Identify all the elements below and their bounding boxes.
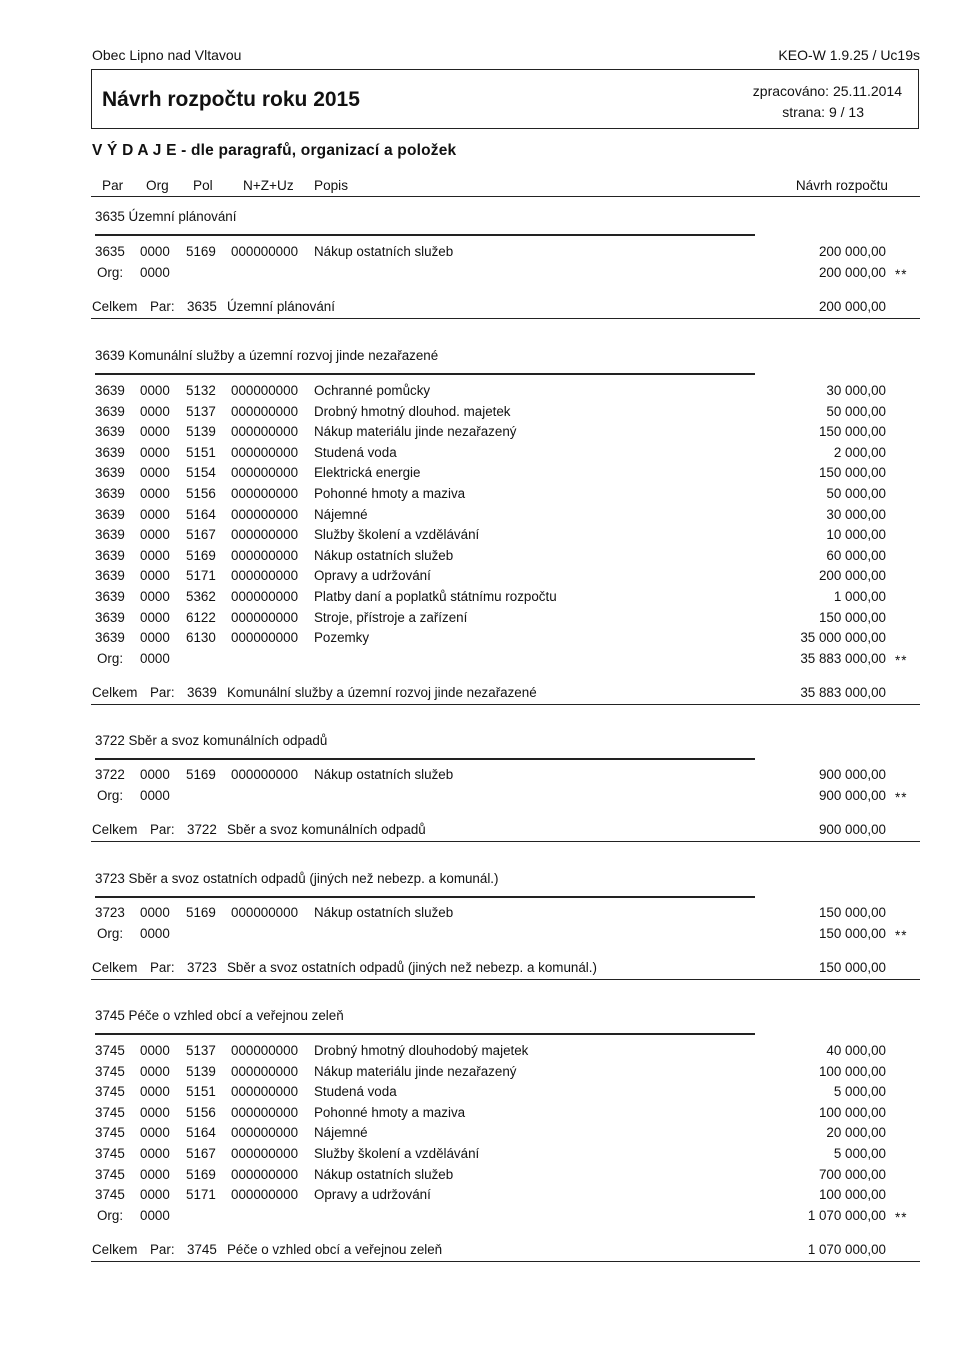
section-total-rule	[91, 841, 920, 842]
row-description: Pohonné hmoty a maziva	[314, 1104, 466, 1120]
row-org: 0000	[140, 568, 170, 584]
municipality-name: Obec Lipno nad Vltavou	[92, 47, 242, 63]
row-description: Nákup ostatních služeb	[314, 767, 454, 782]
row-amount: 30 000,00	[826, 506, 886, 522]
row-par: 3639	[95, 403, 125, 419]
section-name: Sběr a svoz komunálních odpadů	[128, 733, 328, 748]
org-label: Org:	[97, 264, 124, 280]
row-description: Studená voda	[314, 444, 397, 460]
row-nzu: 000000000	[231, 609, 299, 625]
row-nzu: 000000000	[231, 244, 299, 259]
subtotal-marker: **	[895, 652, 908, 668]
row-org: 0000	[140, 905, 170, 920]
row-description: Platby daní a poplatků státnímu rozpočtu	[314, 589, 557, 604]
row-pol: 5151	[186, 444, 216, 460]
page-number	[782, 104, 864, 120]
total-par-label: Par:	[150, 959, 175, 975]
org-code: 0000	[140, 1207, 170, 1223]
row-par: 3639	[95, 444, 125, 460]
row-par: 3639	[95, 465, 125, 481]
org-code: 0000	[140, 264, 170, 280]
column-header-pol: Pol	[193, 178, 213, 193]
total-section-name: Péče o vzhled obcí a veřejnou zeleň	[227, 1241, 443, 1257]
column-header-par: Par	[102, 178, 124, 193]
section-name: Územní plánování	[128, 209, 237, 224]
row-pol: 5164	[186, 506, 216, 522]
row-amount: 30 000,00	[826, 383, 886, 398]
row-amount: 10 000,00	[826, 527, 886, 543]
row-pol: 5156	[186, 486, 216, 501]
row-org: 0000	[140, 424, 170, 440]
row-org: 0000	[140, 1063, 170, 1079]
section-name: Komunální služby a územní rozvoj jinde nezařazené	[128, 348, 439, 363]
column-header-org: Org	[146, 178, 169, 193]
row-nzu: 000000000	[231, 1043, 299, 1058]
row-amount: 1 000,00	[833, 589, 886, 604]
row-par: 3639	[95, 609, 125, 625]
row-org: 0000	[140, 630, 170, 646]
column-header-amount: Návrh rozpočtu	[795, 178, 888, 193]
row-pol: 5137	[186, 1043, 216, 1058]
row-org: 0000	[140, 1125, 170, 1141]
section-name: Péče o vzhled obcí a veřejnou zeleň	[128, 1008, 344, 1023]
section-heading	[95, 348, 438, 363]
row-description: Drobný hmotný dlouhodobý majetek	[314, 1043, 529, 1058]
row-par: 3745	[95, 1166, 125, 1182]
row-amount: 35 000 000,00	[800, 630, 886, 646]
section-heading-rule	[95, 758, 755, 760]
row-pol: 5156	[186, 1104, 216, 1120]
row-amount: 200 000,00	[818, 244, 886, 259]
org-total: 1 070 000,00	[807, 1207, 886, 1223]
section-heading-rule	[95, 373, 755, 375]
row-pol: 5167	[186, 1146, 216, 1161]
row-org: 0000	[140, 444, 170, 460]
row-pol: 5164	[186, 1125, 216, 1141]
row-pol: 5139	[186, 1063, 216, 1079]
total-section-code: 3635	[187, 298, 217, 314]
section-heading-rule	[95, 1033, 755, 1035]
row-par: 3745	[95, 1084, 125, 1100]
row-par: 3745	[95, 1125, 125, 1141]
row-description: Nákup ostatních služeb	[314, 244, 454, 259]
row-amount: 5 000,00	[833, 1084, 886, 1100]
row-amount: 900 000,00	[818, 767, 886, 782]
row-amount: 100 000,00	[818, 1104, 886, 1120]
row-par: 3639	[95, 383, 125, 398]
row-pol: 5132	[186, 383, 216, 398]
report-subtitle: V Ý D A J E - dle paragrafů, organizací a položek	[92, 142, 457, 159]
row-par: 3745	[95, 1063, 125, 1079]
row-description: Služby školení a vzdělávání	[314, 527, 480, 543]
section-heading	[95, 733, 327, 748]
row-par: 3639	[95, 589, 125, 604]
section-total-rule	[91, 318, 920, 319]
row-nzu: 000000000	[231, 568, 299, 584]
processed-value: 25.11.2014	[832, 83, 902, 99]
section-total-rule	[91, 979, 920, 980]
row-description: Elektrická energie	[314, 465, 421, 481]
org-total: 35 883 000,00	[800, 650, 886, 666]
row-amount: 200 000,00	[818, 568, 886, 584]
processed-date	[753, 83, 902, 99]
row-org: 0000	[140, 383, 170, 398]
org-label: Org:	[97, 650, 124, 666]
total-par-label: Par:	[150, 298, 175, 314]
row-nzu: 000000000	[231, 1187, 299, 1203]
row-org: 0000	[140, 486, 170, 501]
section-code: 3722	[95, 733, 125, 748]
row-description: Drobný hmotný dlouhod. majetek	[314, 403, 511, 419]
row-amount: 5 000,00	[833, 1146, 886, 1161]
section-heading	[95, 1008, 344, 1023]
row-nzu: 000000000	[231, 767, 299, 782]
section-heading	[95, 871, 498, 886]
row-nzu: 000000000	[231, 527, 299, 543]
document-title: Návrh rozpočtu roku 2015	[102, 88, 360, 111]
org-code: 0000	[140, 650, 170, 666]
row-nzu: 000000000	[231, 444, 299, 460]
row-description: Nájemné	[314, 506, 368, 522]
row-pol: 6122	[186, 609, 216, 625]
org-label: Org:	[97, 787, 124, 803]
row-nzu: 000000000	[231, 506, 299, 522]
row-nzu: 000000000	[231, 1146, 299, 1161]
row-description: Opravy a udržování	[314, 568, 431, 584]
row-pol: 5137	[186, 403, 216, 419]
org-code: 0000	[140, 925, 170, 941]
total-section-name: Sběr a svoz komunálních odpadů	[227, 821, 426, 837]
total-label: Celkem	[92, 1241, 138, 1257]
section-code: 3723	[95, 871, 125, 886]
page-value: 9 / 13	[828, 104, 864, 120]
total-label: Celkem	[92, 821, 138, 837]
row-par: 3745	[95, 1146, 125, 1161]
row-description: Nákup materiálu jinde nezařazený	[314, 1063, 517, 1079]
row-par: 3745	[95, 1104, 125, 1120]
row-amount: 50 000,00	[826, 486, 886, 501]
row-description: Pohonné hmoty a maziva	[314, 486, 466, 501]
row-description: Nákup ostatních služeb	[314, 1166, 454, 1182]
subtotal-marker: **	[895, 266, 908, 282]
total-section-name: Územní plánování	[227, 298, 335, 314]
column-header-nzu: N+Z+Uz	[243, 178, 294, 193]
section-total-rule	[91, 1261, 920, 1262]
row-par: 3635	[95, 244, 125, 259]
org-label: Org:	[97, 1207, 124, 1223]
row-amount: 150 000,00	[818, 424, 886, 440]
row-org: 0000	[140, 527, 170, 543]
total-section-name: Komunální služby a územní rozvoj jinde nezařazené	[227, 684, 537, 700]
title-box	[91, 69, 919, 129]
row-org: 0000	[140, 1146, 170, 1161]
row-pol: 5362	[186, 589, 216, 604]
row-pol: 5167	[186, 527, 216, 543]
total-label: Celkem	[92, 298, 138, 314]
row-nzu: 000000000	[231, 486, 299, 501]
processed-label: zpracováno:	[752, 83, 830, 99]
row-nzu: 000000000	[231, 1084, 299, 1100]
org-total: 900 000,00	[818, 787, 886, 803]
total-section-code: 3722	[187, 821, 217, 837]
row-org: 0000	[140, 589, 170, 604]
row-description: Opravy a udržování	[314, 1187, 431, 1203]
row-nzu: 000000000	[231, 547, 299, 563]
section-code: 3635	[95, 209, 125, 224]
total-section-name: Sběr a svoz ostatních odpadů (jiných než nebezp. a komunál.)	[227, 959, 597, 975]
section-name: Sběr a svoz ostatních odpadů (jiných než nebezp. a komunál.)	[128, 871, 499, 886]
row-pol: 5139	[186, 424, 216, 440]
org-label: Org:	[97, 925, 124, 941]
row-par: 3639	[95, 424, 125, 440]
section-total-rule	[91, 704, 920, 705]
row-description: Studená voda	[314, 1084, 397, 1100]
row-org: 0000	[140, 1166, 170, 1182]
row-org: 0000	[140, 1043, 170, 1058]
row-par: 3639	[95, 506, 125, 522]
section-heading-rule	[95, 234, 755, 236]
row-par: 3745	[95, 1187, 125, 1203]
row-nzu: 000000000	[231, 905, 299, 920]
row-par: 3723	[95, 905, 125, 920]
row-amount: 100 000,00	[818, 1187, 886, 1203]
section-code: 3639	[95, 348, 125, 363]
total-par-label: Par:	[150, 821, 175, 837]
row-amount: 20 000,00	[826, 1125, 886, 1141]
row-org: 0000	[140, 1084, 170, 1100]
row-nzu: 000000000	[231, 403, 299, 419]
row-pol: 5169	[186, 905, 216, 920]
row-org: 0000	[140, 1187, 170, 1203]
row-nzu: 000000000	[231, 424, 299, 440]
total-label: Celkem	[92, 684, 138, 700]
row-nzu: 000000000	[231, 1063, 299, 1079]
row-org: 0000	[140, 1104, 170, 1120]
total-par-label: Par:	[150, 684, 175, 700]
header-rule	[91, 196, 920, 197]
section-total: 150 000,00	[818, 959, 886, 975]
row-amount: 150 000,00	[818, 609, 886, 625]
subtotal-marker: **	[895, 789, 908, 805]
row-par: 3722	[95, 767, 125, 782]
org-total: 150 000,00	[818, 925, 886, 941]
row-amount: 2 000,00	[833, 444, 886, 460]
row-org: 0000	[140, 465, 170, 481]
row-pol: 6130	[186, 630, 216, 646]
row-org: 0000	[140, 609, 170, 625]
section-total: 200 000,00	[818, 298, 886, 314]
org-code: 0000	[140, 787, 170, 803]
org-total: 200 000,00	[818, 264, 886, 280]
row-pol: 5154	[186, 465, 216, 481]
row-nzu: 000000000	[231, 1125, 299, 1141]
row-description: Nákup materiálu jinde nezařazený	[314, 424, 517, 440]
total-par-label: Par:	[150, 1241, 175, 1257]
section-total: 1 070 000,00	[807, 1241, 886, 1257]
row-nzu: 000000000	[231, 1166, 299, 1182]
row-pol: 5151	[186, 1084, 216, 1100]
row-org: 0000	[140, 244, 170, 259]
row-nzu: 000000000	[231, 589, 299, 604]
report-code: KEO-W 1.9.25 / Uc19s	[778, 47, 920, 63]
row-org: 0000	[140, 403, 170, 419]
row-description: Služby školení a vzdělávání	[314, 1146, 480, 1161]
row-amount: 100 000,00	[818, 1063, 886, 1079]
subtotal-marker: **	[895, 1209, 908, 1225]
section-total: 35 883 000,00	[800, 684, 886, 700]
total-section-code: 3639	[187, 684, 217, 700]
row-par: 3639	[95, 547, 125, 563]
total-section-code: 3745	[187, 1241, 217, 1257]
section-code: 3745	[95, 1008, 125, 1023]
row-description: Nájemné	[314, 1125, 368, 1141]
row-amount: 50 000,00	[826, 403, 886, 419]
row-amount: 150 000,00	[818, 465, 886, 481]
total-section-code: 3723	[187, 959, 217, 975]
row-par: 3745	[95, 1043, 125, 1058]
page-label: strana:	[782, 104, 826, 120]
row-nzu: 000000000	[231, 1104, 299, 1120]
row-pol: 5169	[186, 1166, 216, 1182]
row-pol: 5171	[186, 1187, 216, 1203]
row-pol: 5169	[186, 767, 216, 782]
row-par: 3639	[95, 630, 125, 646]
row-org: 0000	[140, 506, 170, 522]
section-heading	[95, 209, 236, 224]
row-nzu: 000000000	[231, 383, 299, 398]
row-org: 0000	[140, 767, 170, 782]
row-nzu: 000000000	[231, 630, 299, 646]
row-par: 3639	[95, 486, 125, 501]
subtotal-marker: **	[895, 927, 908, 943]
row-org: 0000	[140, 547, 170, 563]
row-description: Stroje, přístroje a zařízení	[314, 609, 468, 625]
row-description: Pozemky	[314, 630, 370, 646]
row-nzu: 000000000	[231, 465, 299, 481]
section-total: 900 000,00	[818, 821, 886, 837]
row-par: 3639	[95, 568, 125, 584]
row-pol: 5169	[186, 244, 216, 259]
row-description: Nákup ostatních služeb	[314, 905, 454, 920]
row-pol: 5171	[186, 568, 216, 584]
column-header-desc: Popis	[314, 178, 349, 193]
total-label: Celkem	[92, 959, 138, 975]
row-description: Nákup ostatních služeb	[314, 547, 454, 563]
row-amount: 60 000,00	[826, 547, 886, 563]
row-description: Ochranné pomůcky	[314, 383, 431, 398]
row-amount: 700 000,00	[818, 1166, 886, 1182]
section-heading-rule	[95, 896, 755, 898]
row-amount: 40 000,00	[826, 1043, 886, 1058]
row-amount: 150 000,00	[818, 905, 886, 920]
row-par: 3639	[95, 527, 125, 543]
row-pol: 5169	[186, 547, 216, 563]
